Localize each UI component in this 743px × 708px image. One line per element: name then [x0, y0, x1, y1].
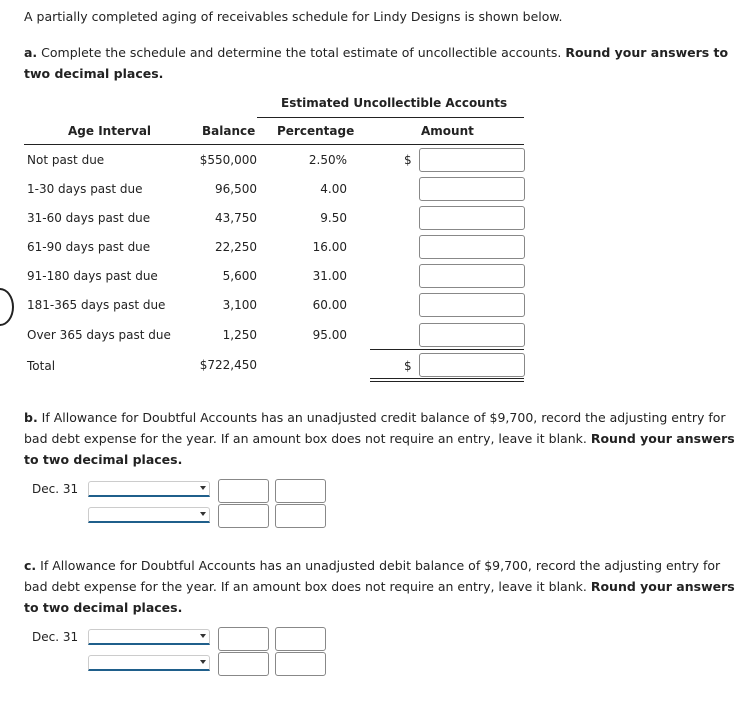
balance: 1,250: [222, 328, 257, 342]
age-interval: 31-60 days past due: [27, 211, 151, 225]
percentage: 4.00: [320, 182, 347, 196]
percentage: 95.00: [312, 328, 347, 342]
part-b-instructions: [24, 407, 736, 470]
age-interval: 61-90 days past due: [27, 240, 151, 254]
part-label: b.: [24, 410, 38, 425]
total-amount-input[interactable]: [419, 353, 525, 377]
dropdown-arrow-icon: [200, 512, 206, 516]
part-a-instructions: [24, 42, 736, 84]
credit-input[interactable]: [275, 652, 326, 676]
entry-date: Dec. 31: [32, 482, 79, 496]
divider: [370, 349, 524, 350]
age-interval: Over 365 days past due: [27, 328, 171, 342]
account-select[interactable]: [88, 507, 210, 523]
instruction-text: If Allowance for Doubtful Accounts has an unadjusted debit balance of $9,700, record the adjusting entry for bad debt expense for the year. If an amount box does not require an entry, leave it blank.: [24, 558, 721, 594]
entry-date: Dec. 31: [32, 630, 79, 644]
rounding-note: Round your answers to two decimal places.: [24, 45, 729, 81]
balance: 22,250: [215, 240, 257, 254]
dropdown-arrow-icon: [200, 486, 206, 490]
amount-input[interactable]: [419, 264, 525, 288]
amount-input[interactable]: [419, 323, 525, 347]
account-select[interactable]: [88, 655, 210, 671]
divider: [24, 144, 524, 145]
total-label: Total: [27, 359, 56, 373]
side-marker-icon: [0, 288, 14, 326]
rounding-note: Round your answers to two decimal places.: [24, 431, 735, 467]
double-underline: [370, 378, 524, 379]
percentage: 2.50%: [308, 153, 347, 167]
balance: 3,100: [222, 298, 257, 312]
instruction-text: Complete the schedule and determine the total estimate of uncollectible accounts.: [37, 45, 566, 60]
total-balance: $722,450: [199, 358, 257, 372]
debit-input[interactable]: [218, 479, 269, 503]
age-interval: 181-365 days past due: [27, 298, 166, 312]
col-header-age: Age Interval: [68, 124, 152, 138]
rounding-note: Round your answers to two decimal places.: [24, 579, 735, 615]
group-header: Estimated Uncollectible Accounts: [281, 96, 508, 110]
debit-input[interactable]: [218, 652, 269, 676]
debit-input[interactable]: [218, 504, 269, 528]
dollar-sign: $: [404, 153, 412, 167]
part-label: a.: [24, 45, 38, 60]
col-header-percentage: Percentage: [277, 124, 355, 138]
col-header-amount: Amount: [421, 124, 474, 138]
credit-input[interactable]: [275, 479, 326, 503]
percentage: 60.00: [312, 298, 347, 312]
intro-text: A partially completed aging of receivables schedule for Lindy Designs is shown below.: [24, 9, 563, 24]
dropdown-arrow-icon: [200, 660, 206, 664]
credit-input[interactable]: [275, 504, 326, 528]
percentage: 9.50: [320, 211, 347, 225]
double-underline: [370, 381, 524, 382]
part-c-instructions: [24, 555, 736, 618]
col-header-balance: Balance: [202, 124, 256, 138]
amount-input[interactable]: [419, 235, 525, 259]
age-interval: Not past due: [27, 153, 105, 167]
balance: 5,600: [222, 269, 257, 283]
amount-input[interactable]: [419, 177, 525, 201]
amount-input[interactable]: [419, 148, 525, 172]
balance: $550,000: [199, 153, 257, 167]
percentage: 31.00: [312, 269, 347, 283]
balance: 43,750: [215, 211, 257, 225]
amount-input[interactable]: [419, 293, 525, 317]
amount-input[interactable]: [419, 206, 525, 230]
credit-input[interactable]: [275, 627, 326, 651]
age-interval: 91-180 days past due: [27, 269, 158, 283]
percentage: 16.00: [312, 240, 347, 254]
divider: [257, 117, 524, 118]
part-label: c.: [24, 558, 37, 573]
debit-input[interactable]: [218, 627, 269, 651]
instruction-text: If Allowance for Doubtful Accounts has an unadjusted credit balance of $9,700, record the adjusting entry for bad debt expense for the year. If an amount box does not require an entry, leave it blank.: [24, 410, 726, 446]
dollar-sign: $: [404, 359, 412, 373]
balance: 96,500: [215, 182, 257, 196]
account-select[interactable]: [88, 481, 210, 497]
dropdown-arrow-icon: [200, 634, 206, 638]
age-interval: 1-30 days past due: [27, 182, 143, 196]
account-select[interactable]: [88, 629, 210, 645]
